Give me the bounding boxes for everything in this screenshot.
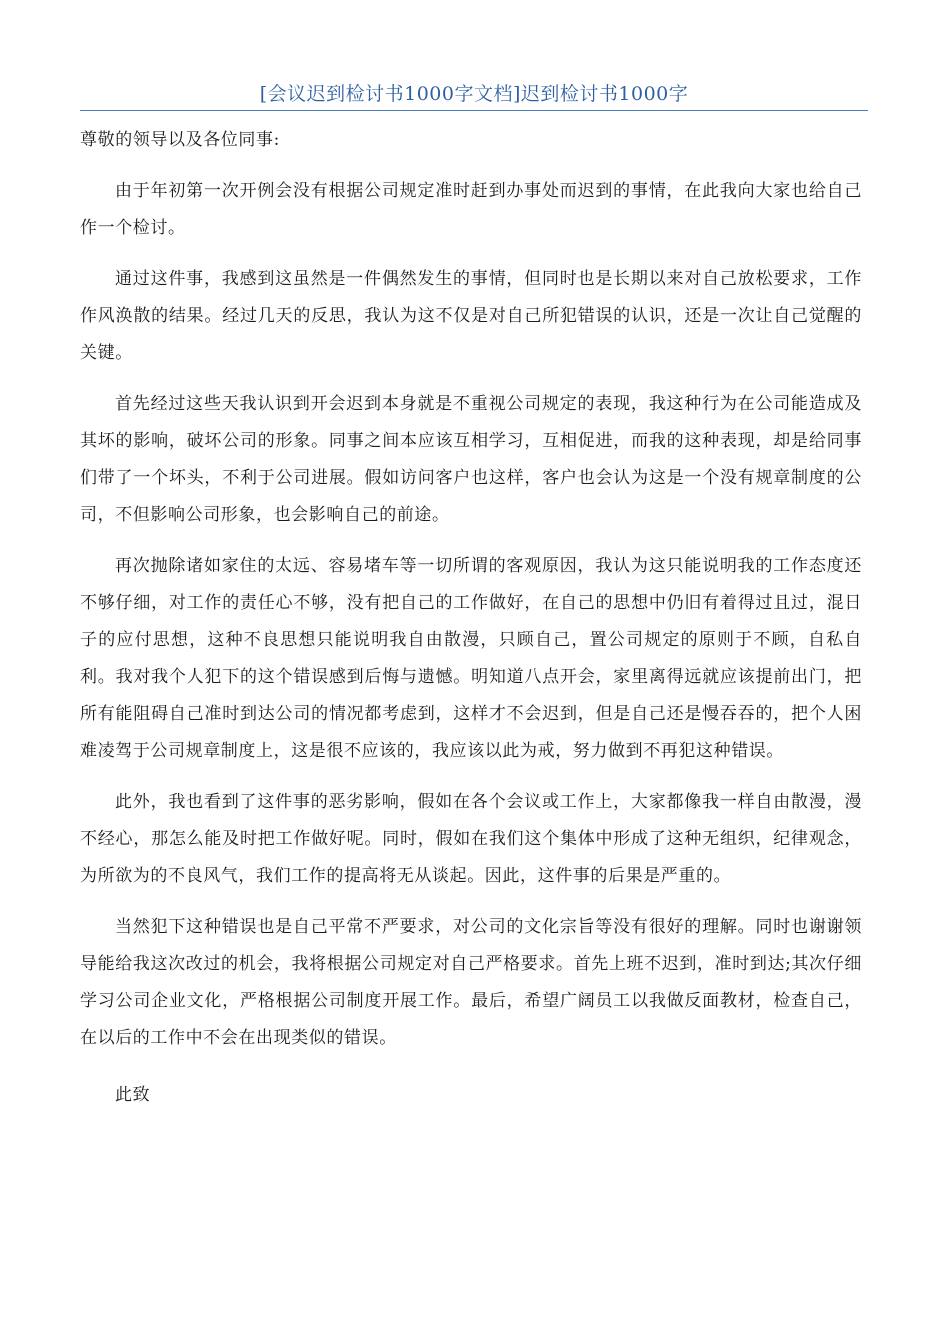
paragraph-1: 由于年初第一次开例会没有根据公司规定准时赶到办事处而迟到的事情，在此我向大家也给自己作一个检讨。 [80, 181, 862, 238]
paragraph-2: 通过这件事，我感到这虽然是一件偶然发生的事情，但同时也是长期以来对自己放松要求，工作作风涣散的结果。经过几天的反思，我认为这不仅是对自己所犯错误的认识，还是一次让自己觉醒的关键。 [80, 269, 862, 363]
closing: 此致 [115, 1085, 151, 1105]
salutation: 尊敬的领导以及各位同事: [80, 130, 280, 150]
paragraph-5: 此外，我也看到了这件事的恶劣影响，假如在各个会议或工作上，大家都像我一样自由散漫，漫不经心，那怎么能及时把工作做好呢。同时，假如在我们这个集体中形成了这种无组织，纪律观念，为所欲为的不良风气，我们工作的提高将无从谈起。因此，这件事的后果是严重的。 [80, 792, 862, 886]
paragraph-4: 再次抛除诸如家住的太远、容易堵车等一切所谓的客观原因，我认为这只能说明我的工作态度还不够仔细，对工作的责任心不够，没有把自己的工作做好，在自己的思想中仍旧有着得过且过，混日子的应付思想，这种不良思想只能说明我自由散漫，只顾自己，置公司规定的原则于不顾，自私自利。我对我个人犯下的这个错误感到后悔与遗憾。明知道八点开会，家里离得远就应该提前出门，把所有能阻碍自己准时到达公司的情况都考虑到，这样才不会迟到，但是自己还是慢吞吞的，把个人困难凌驾于公司规章制度上，这是很不应该的，我应该以此为戒，努力做到不再犯这种错误。 [80, 556, 862, 761]
document-title: [会议迟到检讨书1000字文档]迟到检讨书1000字 [259, 83, 689, 105]
paragraph-3: 首先经过这些天我认识到开会迟到本身就是不重视公司规定的表现，我这种行为在公司能造成及其坏的影响，破坏公司的形象。同事之间本应该互相学习，互相促进，而我的这种表现，却是给同事们带了一个坏头，不利于公司进展。假如访问客户也这样，客户也会认为这是一个没有规章制度的公司，不但影响公司形象，也会影响自己的前途。 [80, 394, 862, 525]
document-header [80, 78, 868, 111]
paragraph-6: 当然犯下这种错误也是自己平常不严要求，对公司的文化宗旨等没有很好的理解。同时也谢谢领导能给我这次改过的机会，我将根据公司规定对自己严格要求。首先上班不迟到，准时到达;其次仔细学习公司企业文化，严格根据公司制度开展工作。最后，希望广阔员工以我做反面教材，检查自己，在以后的工作中不会在出现类似的错误。 [80, 917, 862, 1048]
document-body [80, 122, 862, 1114]
